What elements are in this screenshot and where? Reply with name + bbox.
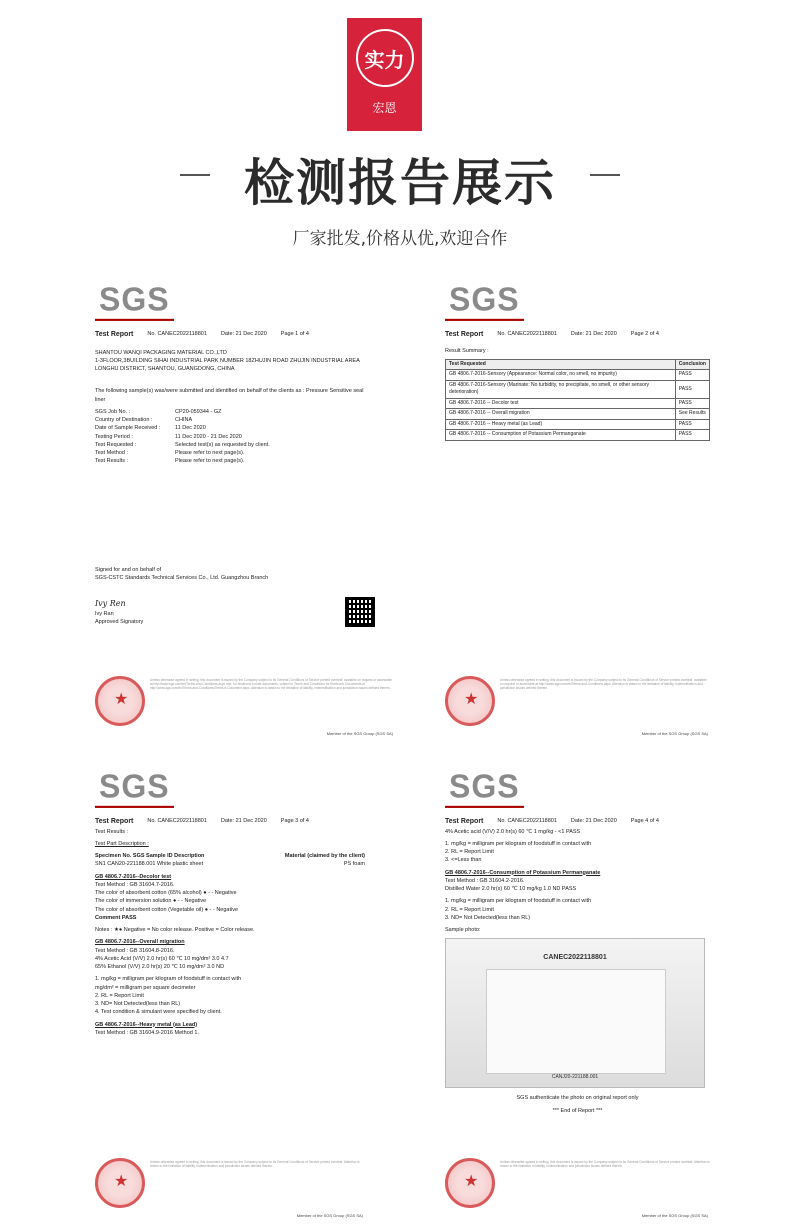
- section-decolor: GB 4806.7-2016--Decolor test: [95, 873, 172, 880]
- report-page-1: [95, 279, 375, 627]
- test-method: Test Method : GB 31604.7-2016.: [95, 881, 175, 888]
- tagline: 厂家批发,价格从优,欢迎合作: [292, 229, 508, 249]
- company-name: SHANTOU WANQI PACKAGING MATERIAL CO.,LTD: [95, 349, 227, 356]
- report-date: Date: 21 Dec 2020: [220, 331, 267, 337]
- report-page-no: Page 1 of 4: [280, 331, 309, 337]
- report-header: [445, 817, 710, 828]
- list-item: The color of immersion solution ● - - Negative: [95, 898, 207, 905]
- signatory-name: Ivy Ran: [95, 611, 114, 617]
- report-header: [445, 330, 710, 341]
- table-row: GB 4806.7-2016 -- Heavy metal (as Lead) PASS: [446, 419, 710, 430]
- info-row: Testing Period : 11 Dec 2020 - 21 Dec 2020: [95, 433, 242, 440]
- note-line: 3. ND= Not Detected(less than RL): [95, 1001, 181, 1007]
- member-line: Member of the SGS Group (SGS SA): [641, 1213, 708, 1218]
- seal-icon: [95, 676, 145, 726]
- company-address-2: LONGHU DISTRICT, SHANTOU, GUANGDONG, CHINA: [95, 366, 235, 372]
- sgs-logo: SGS: [445, 282, 524, 321]
- qr-code-icon: [345, 597, 375, 627]
- note-line: 1. mg/kg = milligram per kilogram of foodstuff in contact with: [445, 840, 592, 847]
- note-line: 2. RL = Report Limit: [445, 849, 494, 855]
- info-row: Test Results : Please refer to next page(s).: [95, 458, 245, 465]
- test-method: Test Method : GB 31604.9-2016 Method 1.: [95, 1029, 199, 1036]
- report-footer-3: [95, 1156, 365, 1218]
- material-value: PS foam: [343, 861, 365, 868]
- note-line: mg/dm² = milligram per square decimeter: [95, 984, 196, 991]
- photo-label-top: CANEC2022118801: [543, 954, 607, 962]
- table-row: Distilled Water 2.0 hr(s) 60 ℃ 10 mg/kg 1.0 ND PASS: [445, 886, 577, 892]
- photo-auth-note: SGS authenticate the photo on original report only: [516, 1095, 639, 1102]
- report-title: Test Report: [95, 818, 134, 825]
- test-method: Test Method : GB 31604.8-2016.: [95, 947, 175, 954]
- note-line: 3. <=Less than: [445, 857, 482, 864]
- fine-print: Unless otherwise agreed in writing, this document is issued by the Company subject to its General Conditions of Service printed overleaf. Attention is drawn to the limitation of liability, indemnification and jurisdiction issues defined therein.: [150, 1160, 360, 1169]
- report-date: Date: 21 Dec 2020: [570, 331, 617, 337]
- badge-title: 实力: [356, 29, 414, 87]
- badge-subtitle: 宏恩: [372, 101, 397, 115]
- member-line: Member of the SGS Group (SGS SA): [641, 731, 708, 736]
- note-line: 2. RL = Report Limit: [95, 992, 144, 999]
- signed-line-1: Signed for and on behalf of: [95, 566, 162, 573]
- company-address-1: 1-3FLOOR,3BUILDING SIHAI INDUSTRIAL PARK NUMBER 18ZHUJIN ROAD ZHUJIN INDUSTRIAL AREA: [95, 357, 360, 364]
- result-summary-label: Result Summary :: [445, 347, 489, 354]
- report-page-4: [445, 766, 710, 1115]
- seal-icon: [445, 676, 495, 726]
- list-item: The color of absorbent cotton (65% alcohol) ● - - Negative: [95, 890, 237, 896]
- sample-sheet: [486, 969, 666, 1074]
- table-row: GB 4806.7-2016 -- Decolor test PASS: [446, 398, 710, 409]
- section-heavy-metal: GB 4806.7-2016--Heavy metal (as Lead): [95, 1021, 198, 1028]
- seal-icon: [445, 1158, 495, 1208]
- report-footer-1: [95, 674, 395, 736]
- report-page-no: Page 3 of 4: [280, 818, 309, 824]
- note-line: 1. mg/kg = milligram per kilogram of foodstuff in contact with: [445, 898, 592, 905]
- page-title: 检测报告展示: [244, 154, 556, 212]
- fine-print: Unless otherwise agreed in writing, this document is issued by the Company subject to its General Conditions of Service printed overleaf, available on request or accessible at http://www.sgs.com/en/Terms-and-Conditions.aspx and, for electronic format documents, subject to Terms and Conditions for Electronic Documents at http://www.sgs.com/en/Terms-and-Conditions/Terms-e-Document.aspx. Attention is drawn to the limitation of liability, indemnification and jurisdiction issues defined therein.: [150, 678, 393, 691]
- info-row: Test Requested : Selected test(s) as requested by client.: [95, 441, 270, 448]
- report-title: Test Report: [95, 331, 134, 338]
- sample-photo-label: Sample photo:: [445, 927, 481, 933]
- info-row: Country of Destination : CHINA: [95, 417, 193, 423]
- specimen-header: Specimen No. SGS Sample ID Description: [95, 853, 205, 859]
- end-of-report: *** End of Report ***: [552, 1107, 603, 1114]
- sample-photo: [445, 938, 705, 1088]
- test-results-label: Test Results :: [95, 828, 129, 835]
- report-page-2: [445, 279, 710, 441]
- table-row: GB 4806.7-2016 -- Overall migration See Results: [446, 409, 710, 420]
- report-date: Date: 21 Dec 2020: [220, 818, 267, 824]
- seal-icon: [95, 1158, 145, 1208]
- sgs-logo: SGS: [95, 282, 174, 321]
- report-page-3: [95, 766, 365, 1037]
- fine-print: Unless otherwise agreed in writing, this document is issued by the Company subject to its General Conditions of Service printed overleaf. Attention is drawn to the limitation of liability, indemnification and jurisdiction issues defined therein.: [500, 1160, 710, 1169]
- table-row: GB 4806.7-2016-Sensory (Appearance: Normal color, no smell, no impurity) PASS: [446, 370, 710, 381]
- part-description-label: Test Part Description :: [95, 840, 149, 847]
- section-permanganate: GB 4806.7-2016--Consumption of Potassium Permanganate: [445, 869, 601, 876]
- table-row: 65% Ethanol (V/V) 2.0 hr(s) 20 ℃ 10 mg/dm² 3.0 ND: [95, 964, 225, 970]
- signature: Ivy Ren: [95, 599, 126, 608]
- note-line: 4. Test condition & simulant were specified by client.: [95, 1009, 222, 1016]
- member-line: Member of the SGS Group (SGS SA): [296, 1213, 363, 1218]
- report-header: [95, 330, 375, 341]
- sgs-logo: SGS: [95, 769, 174, 808]
- report-no: No. CANEC2022118801: [497, 331, 557, 337]
- table-row: GB 4806.7-2016-Sensory (Marinate: No turbidity, no precipitate, no smell, or other sensory deterioration) PASS: [446, 380, 710, 398]
- info-row: SGS Job No. : CP20-059344 - GZ: [95, 408, 222, 415]
- sample-info: [95, 408, 375, 466]
- fine-print: Unless otherwise agreed in writing, this document is issued by the Company subject to its General Conditions of Service printed overleaf, available on request or accessible at http://www.sgs.com/en/Terms-and-Conditions.aspx. Attention is drawn to the limitation of liability, indemnification and jurisdiction issues defined therein.: [500, 678, 707, 691]
- specimen-row: SN1 CAN20-221188.001 White plastic sheet: [95, 861, 204, 868]
- section-migration: GB 4806.7-2016--Overall migration: [95, 939, 185, 946]
- report-page-no: Page 2 of 4: [630, 331, 659, 337]
- list-item: The color of absorbent cotton (Vegetable oil) ● - - Negative: [95, 906, 239, 913]
- test-method: Test Method : GB 31604.2-2016.: [445, 877, 525, 884]
- notes: Notes : ★● Negative = No color release. Positive = Color release.: [95, 927, 255, 933]
- photo-label-bottom: CANJ20-221188.001: [551, 1073, 599, 1080]
- report-no: No. CANEC2022118801: [497, 818, 557, 824]
- table-row: 4% Acetic acid (V/V) 2.0 hr(s) 60 ℃ 1 mg/kg - <1 PASS: [445, 828, 581, 835]
- report-footer-2: [445, 674, 710, 736]
- list-item: Comment PASS: [95, 914, 137, 921]
- note-line: 3. ND= Not Detected(less than RL): [445, 914, 531, 921]
- report-footer-4: [445, 1156, 710, 1218]
- note-line: 2. RL = Report Limit: [445, 906, 494, 913]
- report-date: Date: 21 Dec 2020: [570, 818, 617, 824]
- table-row: 4% Acetic Acid (V/V) 2.0 hr(s) 60 ℃ 10 mg/dm² 3.0 4.7: [95, 955, 229, 962]
- report-page-no: Page 4 of 4: [630, 818, 659, 824]
- report-title: Test Report: [445, 818, 484, 825]
- brand-badge: [347, 18, 422, 131]
- material-header: Material (claimed by the client): [284, 853, 365, 859]
- info-row: Test Method : Please refer to next page(s).: [95, 450, 245, 456]
- result-summary-table: Test Requested Conclusion GB 4806.7-2016-Sensory (Appearance: Normal color, no smell, no impurity) PASS GB 4806.7-2016-Sensory (Marinate: No turbidity, no precipitate, no smell, or other sensory deterioration) PASS GB 4806.7-2016 -- Decolor test PASS GB 4806.7-2016 -- Overall migration See Results GB 4806.7-2016 -- Heavy metal (as Lead) PASS GB 4806.7-2016 -- Consumption of Potassium Permanganate PASS: [445, 359, 710, 441]
- sgs-logo: SGS: [445, 769, 524, 808]
- info-row: Date of Sample Received : 11 Dec 2020: [95, 425, 206, 432]
- report-header: [95, 817, 365, 828]
- signatory-title: Approved Signatory: [95, 619, 144, 626]
- table-row: GB 4806.7-2016 -- Consumption of Potassium Permanganate PASS: [446, 430, 710, 441]
- report-title: Test Report: [445, 331, 484, 338]
- intro-text: The following sample(s) was/were submitted and identified on behalf of the clients as : Pressure Sensitive seal liner: [95, 388, 364, 403]
- report-no: No. CANEC2022118801: [147, 331, 207, 337]
- report-no: No. CANEC2022118801: [147, 818, 207, 824]
- signed-line-2: SGS-CSTC Standards Technical Services Co., Ltd. Guangzhou Branch: [95, 574, 269, 581]
- note-line: 1. mg/kg = milligram per kilogram of foodstuff in contact with: [95, 976, 242, 983]
- member-line: Member of the SGS Group (SGS SA): [326, 731, 393, 736]
